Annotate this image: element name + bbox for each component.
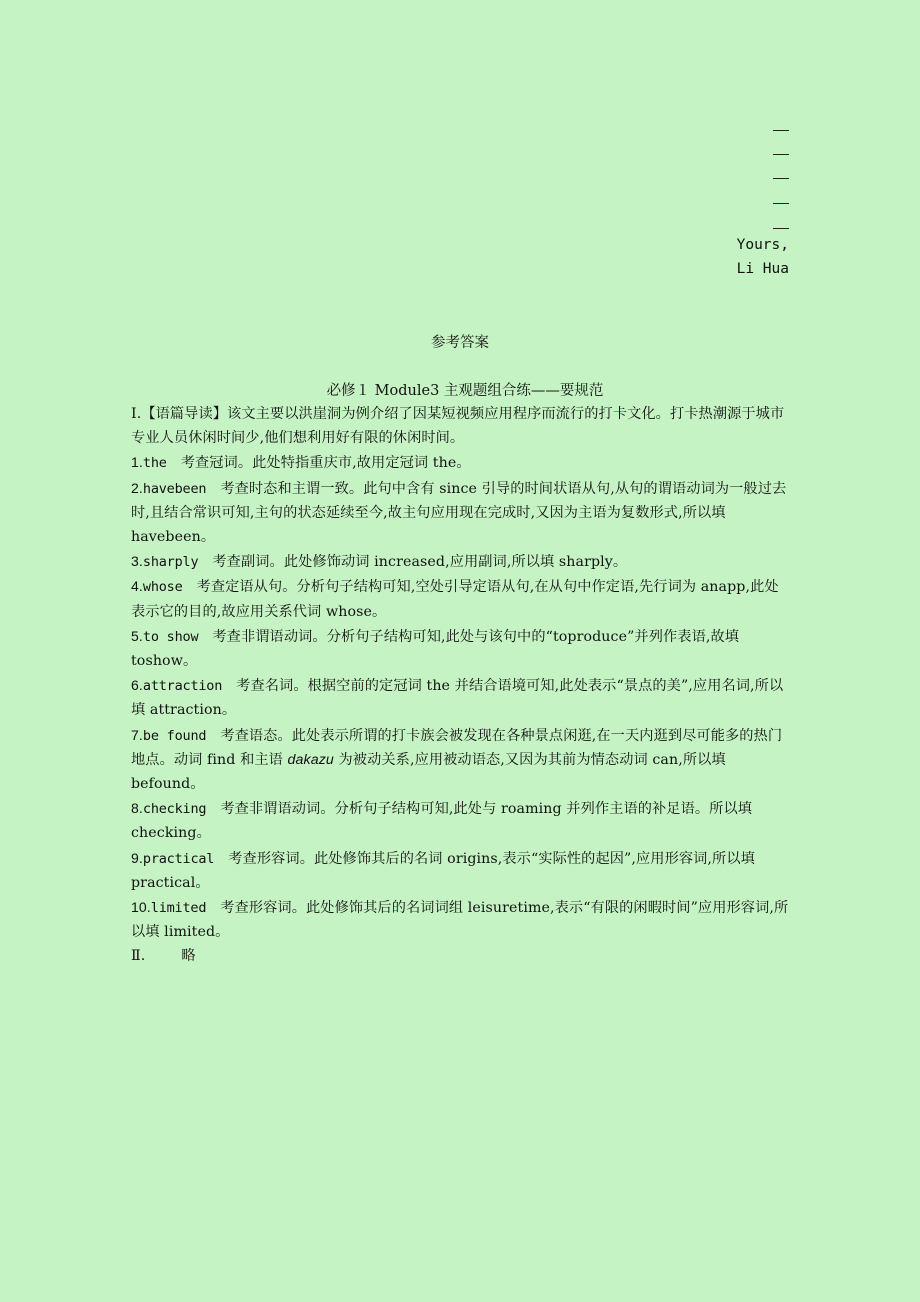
- answer-item: [131, 450, 791, 475]
- part-two: [131, 944, 791, 968]
- answer-list: [131, 402, 791, 969]
- answer-word: be found: [142, 727, 207, 744]
- letter-closing: Yours,: [736, 237, 789, 253]
- answer-word: the: [142, 455, 167, 472]
- reading-guide-label: Ⅰ.【语篇导读】: [131, 406, 228, 422]
- answer-explanation: 考查非谓语动词。分析句子结构可知,此处与 roaming 并列作主语的补足语。所以填 checking。: [131, 801, 753, 842]
- answer-item: [131, 723, 791, 797]
- answer-number: 6.: [131, 677, 143, 694]
- answer-explanation: 考查名词。根据空前的定冠词 the 并结合语境可知,此处表示“景点的美”,应用名词,所以填 attraction。: [131, 678, 784, 719]
- answer-item: [131, 895, 791, 944]
- answer-word: sharply: [142, 554, 199, 571]
- answer-item: [131, 574, 791, 623]
- answer-key-subtitle: 必修１ Module3 主观题组合练——要规范: [326, 383, 604, 399]
- reading-guide-text: 该文主要以洪崖洞为例介绍了因某短视频应用程序而流行的打卡文化。打卡热潮源于城市专业人员休闲时间少,他们想利用好有限的休闲时间。: [131, 406, 785, 447]
- answer-item: [131, 673, 791, 722]
- answer-explanation: 考查非谓语动词。分析句子结构可知,此处与该句中的“toproduce”并列作表语,故填 toshow。: [131, 628, 740, 670]
- reading-guide: [131, 402, 791, 450]
- letter-signature: Li Hua: [736, 261, 789, 277]
- answer-word: practical: [142, 850, 215, 867]
- answer-explanation: 考查冠词。此处特指重庆市,故用定冠词 the。: [180, 455, 471, 472]
- blank-line: [773, 178, 789, 179]
- answer-explanation-cont: 为被动关系,应用被动语态,又因为其前为情态动词 can,所以填 befound。: [131, 751, 726, 793]
- answer-number: 10.: [131, 899, 151, 916]
- answer-number: 5.: [131, 627, 143, 644]
- answer-item: [131, 796, 791, 845]
- answer-explanation: 考查形容词。此处修饰其后的名词 origins,表示“实际性的起因”,应用形容词,所以填 practical。: [131, 850, 755, 891]
- answer-word: checking: [142, 801, 207, 818]
- answer-number: 7.: [131, 726, 143, 743]
- part-two-label: Ⅱ.: [131, 948, 146, 965]
- answer-word: whose: [142, 579, 183, 596]
- answer-term: dakazu: [287, 751, 334, 768]
- answer-number: 4.: [131, 578, 143, 595]
- answer-item: [131, 624, 791, 673]
- answer-number: 2.: [131, 479, 143, 496]
- blank-line: [773, 228, 789, 229]
- answer-word: havebeen: [142, 480, 207, 497]
- answer-item: [131, 549, 791, 574]
- blank-line: [773, 154, 789, 155]
- answer-explanation: 考查语态。此处表示所谓的打卡族会被发现在各种景点闲逛,在一天内逛到尽可能多的热门地点。动词 find 和主语: [131, 727, 783, 768]
- answer-item: [131, 476, 791, 550]
- answer-number: 8.: [131, 800, 143, 817]
- blank-line: [773, 203, 789, 204]
- answer-number: 1.: [131, 454, 143, 471]
- answer-number: 9.: [131, 849, 143, 866]
- answer-item: [131, 846, 791, 895]
- answer-word: attraction: [142, 678, 223, 695]
- blank-line: [773, 130, 789, 131]
- answer-number: 3.: [131, 553, 143, 570]
- answer-word: to show: [142, 628, 199, 645]
- answer-explanation: 考查时态和主谓一致。此句中含有 since 引导的时间状语从句,从句的谓语动词为一般过去时,且结合常识可知,主句的状态延续至今,故主句应用现在完成时,又因为主语为复数形式,所以填 havebeen。: [131, 480, 787, 546]
- answer-explanation: 考查定语从句。分析句子结构可知,空处引导定语从句,在从句中作定语,先行词为 anapp,此处表示它的目的,故应用关系代词 whose。: [131, 579, 779, 620]
- answer-word: limited: [150, 900, 207, 917]
- answer-key-heading: 参考答案: [431, 335, 489, 351]
- part-two-text: 略: [181, 948, 196, 965]
- answer-explanation: 考查副词。此处修饰动词 increased,应用副词,所以填 sharply。: [212, 554, 628, 571]
- answer-explanation: 考查形容词。此处修饰其后的名词词组 leisuretime,表示“有限的闲暇时间”应用形容词,所以填 limited。: [131, 900, 789, 941]
